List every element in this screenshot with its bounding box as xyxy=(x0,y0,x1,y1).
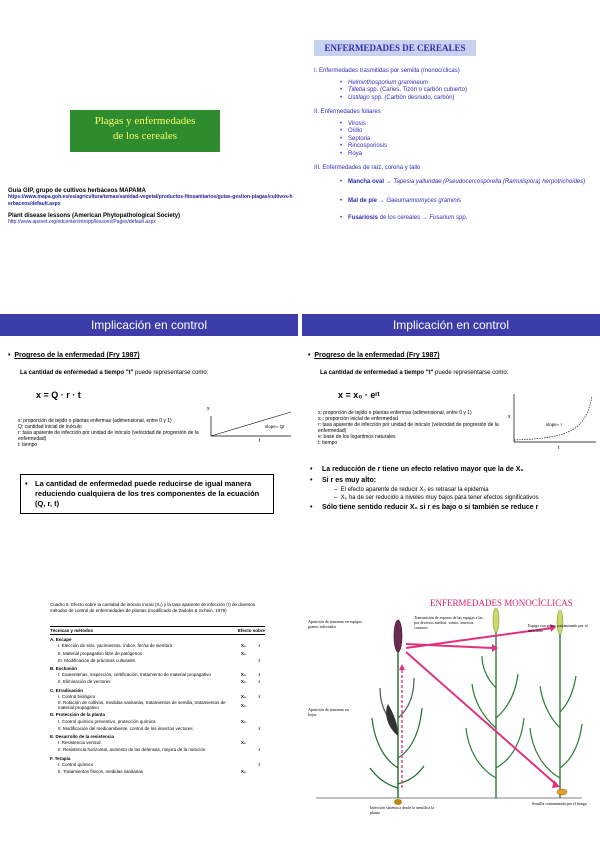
table-row xyxy=(50,686,265,693)
cell-method: I. Elección de sitio, yacimientos, índice, fecha de siembra xyxy=(58,643,173,649)
table-row xyxy=(50,693,265,700)
table-row xyxy=(50,739,265,746)
list-item: • Oídio xyxy=(340,128,594,136)
label-hojas: Aparición de sintomas en hojas xyxy=(308,708,349,717)
cell-r: r xyxy=(258,672,261,678)
definition-item: r: tasa aparente de infección por unidad de inóculo (velocidad de progresión de la enfermedad) xyxy=(318,422,499,434)
slide-header: Implicación en control xyxy=(302,314,600,336)
cell-r xyxy=(254,718,265,725)
label-infeccion-sistemica: Infección sistémica desde la semilla a la planta xyxy=(370,806,435,815)
list-item: • Mancha oval → Tapesia yallundae (Pseudocercosporella (Ramulispora) herpotrichoides) xyxy=(340,179,594,187)
formula: x = x₀ · eʳᵗ xyxy=(338,390,380,400)
table-row xyxy=(50,725,265,732)
sub-point: – El efecto aparente de reducir X₀ es retrasar la epidemia xyxy=(334,487,489,493)
sub-points xyxy=(310,486,595,502)
cell-method: II. Tratamientos físicos, medidas sanitarias xyxy=(58,769,144,775)
section-2-list xyxy=(340,121,594,159)
cell-method: F. Terapia xyxy=(50,755,71,761)
cell-x0 xyxy=(233,657,254,664)
table-row xyxy=(50,768,265,775)
seed-icon xyxy=(394,799,402,805)
seed-icon xyxy=(557,789,567,795)
cell-r xyxy=(254,754,265,761)
slide-title xyxy=(0,20,298,310)
col-header: Técnicas y métodos xyxy=(50,628,94,633)
definition-item: t: tiempo xyxy=(18,442,38,448)
list-item: • Helminthosporium gramineum xyxy=(340,80,594,88)
slide-control-linear xyxy=(0,314,298,556)
cell-method: I. Control químico preventivo, protección química xyxy=(58,718,156,724)
cell-x0 xyxy=(233,710,254,717)
title-box xyxy=(70,110,220,152)
cell-r xyxy=(254,710,265,717)
cell-r: r xyxy=(258,693,261,699)
section-1: I. Enfermedades trasmitidas por semilla (monocíclicas) xyxy=(314,68,460,74)
cell-r xyxy=(254,650,265,657)
ref-1-title: Guía GIP, grupo de cultivos herbáceos MAPAMA xyxy=(8,188,146,194)
section-2: II. Enfermedades foliares xyxy=(314,109,381,115)
title-line-2: de los cereales xyxy=(112,130,178,142)
slide-title: ENFERMEDADES DE CEREALES xyxy=(314,40,476,56)
graph-label: slope= r xyxy=(546,422,563,427)
definition-item: r: tasa aparente de infección por unidad de inóculo (velocidad de progresión de la enfermedad) xyxy=(18,430,199,442)
slide-header: Implicación en control xyxy=(0,314,298,336)
table-row xyxy=(50,732,265,739)
list-item: • Virosis xyxy=(340,121,594,129)
cell-x0: X₀ xyxy=(240,740,246,746)
definition-item: x₀: proporción inicial de enfermedad xyxy=(318,416,398,422)
cell-r: r xyxy=(258,747,261,753)
cell-method: III. Modificación de prácticas culturales xyxy=(58,657,136,663)
cell-x0 xyxy=(233,754,254,761)
cell-method: I. Cuarentenas, inspección, certificación, tratamiento de material propagativo xyxy=(58,672,211,678)
formula: x = Q · r · t xyxy=(36,390,81,400)
cell-method: E. Desarrollo de la resistencia xyxy=(50,734,115,740)
cell-r xyxy=(254,732,265,739)
list-item: • Septoria xyxy=(340,136,594,144)
cell-r xyxy=(254,768,265,775)
linear-graph xyxy=(205,402,295,442)
ref-2-title: Plant disease lessons (American Phytopathological Society) xyxy=(8,213,181,219)
slide-monociclicas xyxy=(302,588,600,844)
table-row xyxy=(50,746,265,753)
ref-1-link[interactable]: https://www.mapa.gob.es/es/agricultura/temas/sanidad-vegetal/productos-fitosanitarios/guias-gestion-plagas/cultivos-herbaceos/default.aspx xyxy=(8,194,293,207)
graph-y-label: x xyxy=(207,406,210,412)
cell-x0 xyxy=(233,732,254,739)
table-row xyxy=(50,710,265,717)
table-row xyxy=(50,671,265,678)
cell-method: A. Escape xyxy=(50,637,72,643)
cell-x0: X₀ xyxy=(240,643,246,649)
label-espigas: Aparición de sintomas en espigas, granos infectados xyxy=(308,620,363,629)
cell-method: II. Material propagativo libre de patógenos xyxy=(58,650,143,656)
cell-x0: X₀ xyxy=(240,693,246,699)
bullet: • Progreso de la enfermedad (Fry 1987) xyxy=(8,352,140,359)
cell-x0: X₀ xyxy=(240,672,246,678)
cell-x0: X₀ xyxy=(240,650,246,656)
summary-text: La cantidad de enfermedad puede reducirse de igual manera reduciendo cualquiera de los tres componentes de la ecuación (Q, r, t) xyxy=(35,479,260,508)
list-item: • Ustilago spp. (Carbón desnudo, carbón) xyxy=(340,95,594,103)
point-item: • Sólo tiene sentido reducir X₀ si r es bajo o si también se reduce r xyxy=(310,502,595,513)
cell-r: r xyxy=(258,761,261,767)
cell-x0 xyxy=(233,664,254,671)
cell-x0 xyxy=(233,746,254,753)
table-row xyxy=(50,635,265,643)
cell-r xyxy=(254,664,265,671)
slide-enfermedades xyxy=(302,20,600,310)
cell-method: II. Resistencia horizontal, aumento de las defensas, mejora de la nutrición xyxy=(58,747,206,753)
table-row xyxy=(50,718,265,725)
cell-method: I. Control biológico xyxy=(58,693,96,699)
cell-method: I. Control químico xyxy=(58,761,94,767)
intro: La cantidad de enfermedad a tiempo "t" puede representarse como: xyxy=(320,370,509,376)
point-item: • La reducción de r tiene un efecto relativo mayor que la de X₀ xyxy=(310,464,595,475)
cell-method: II. Rotación de cultivos, medidas sanitarias, tratamientos de semilla, tratamientos de material propagativo xyxy=(58,700,226,711)
cell-method: D. Protección de la planta xyxy=(50,712,106,718)
graph-x-label: t xyxy=(259,438,261,442)
cell-method: C. Erradicación xyxy=(50,687,84,693)
table-row xyxy=(50,678,265,685)
summary-box: • La cantidad de enfermedad puede reducirse de igual manera reduciendo cualquiera de los tres componentes de la ecuación (Q, r, t) xyxy=(20,474,274,514)
definitions xyxy=(18,418,208,448)
table-row xyxy=(50,657,265,664)
list-item: • Rincosporiosis xyxy=(340,143,594,151)
table-row xyxy=(50,761,265,768)
exponential-graph xyxy=(506,392,598,452)
list-item: • Roya xyxy=(340,151,594,159)
label-transmision: Transmisión de esporas de las espigas a las por diversos medios: viento, insectos, contacto xyxy=(414,616,483,630)
slide-title: ENFERMEDADES MONOCÍCLICAS xyxy=(430,598,573,608)
disease-cycle-diagram xyxy=(302,608,600,844)
col-header: Efecto sobre xyxy=(237,628,265,633)
definition-item: Q: cantidad inicial de inóculo xyxy=(18,424,82,430)
graph-label: slope= Qr xyxy=(265,424,285,429)
bullet: • Progreso de la enfermedad (Fry 1987) xyxy=(308,352,440,359)
graph-x-label: t xyxy=(558,445,560,451)
exponential-curve xyxy=(514,396,592,440)
definitions xyxy=(318,410,508,446)
table-row xyxy=(50,664,265,671)
control-methods-table xyxy=(50,626,265,775)
cell-x0 xyxy=(233,686,254,693)
point-item: • Si r es muy alto: xyxy=(310,475,595,486)
cell-method: II. Modificación del medioambiente, control de los insectos vectores xyxy=(58,725,193,731)
list-item: • Tilletia spp. (Caries, Tizón o carbón cubierto) xyxy=(340,87,594,95)
definition-item: x: proporción de tejido o plantas enfermas (adimensional, entre 0 y 1) xyxy=(18,418,172,424)
label-semilla-contaminada: Semilla contaminada por el hongo xyxy=(532,802,587,806)
table-row xyxy=(50,700,265,710)
table-row xyxy=(50,650,265,657)
cell-r: r xyxy=(258,643,261,649)
list-item: • Mal de pie → Gaeumannomyces graminis xyxy=(340,198,594,206)
cell-x0: X₀ xyxy=(240,718,246,724)
cell-r xyxy=(254,686,265,693)
cell-r xyxy=(254,739,265,746)
slide-control-exponential xyxy=(302,314,600,556)
definition-item: x: proporción de tejido o plantas enfermas (adimensional, entre 0 y 1) xyxy=(318,410,472,416)
section-3-list xyxy=(340,179,594,223)
intro: La cantidad de enfermedad a tiempo "t" puede representarse como: xyxy=(20,370,209,376)
cell-r xyxy=(254,635,265,643)
cell-method: B. Exclusión xyxy=(50,666,78,672)
cell-x0: X₀ xyxy=(240,679,246,685)
cell-x0 xyxy=(233,761,254,768)
title-line-1: Plagas y enfermedades xyxy=(94,115,196,127)
cell-r: r xyxy=(258,725,261,731)
definition-item: t: tiempo xyxy=(318,440,338,446)
label-espiga-contaminada: Espiga con grano contaminado por el infectado xyxy=(528,624,588,633)
list-item: • Fusariosis de los cereales → Fusarium spp. xyxy=(340,215,594,223)
cell-x0: X₀ xyxy=(240,702,246,708)
cell-x0 xyxy=(233,725,254,732)
table-row xyxy=(50,754,265,761)
table-caption: Cuadro 6. Efecto sobre la cantidad de inóculo inicial (X₀) y la tasa aparente de infección (r) de diversos métodos de control de enfermedades de plantas (modificado de Zadoks & Schein, 1979) xyxy=(50,602,255,613)
cell-method: II. Eliminación de vectores xyxy=(58,679,111,685)
transmission-arrows xyxy=(406,628,558,786)
cell-r: r xyxy=(258,679,261,685)
sub-point: – X₀ ha de ser reducido a niveles muy bajos para tener efectos significativos xyxy=(334,495,539,501)
definition-item: e: base de los logaritmos naturales xyxy=(318,434,396,440)
ref-2-link[interactable]: http://www.apsnet.org/edcenter/intropp/lessons/Pages/default.aspx xyxy=(8,219,156,225)
cell-r: r xyxy=(258,657,261,663)
cell-r xyxy=(254,700,265,710)
table-row xyxy=(50,642,265,649)
cell-x0: X₀ xyxy=(240,769,246,775)
section-3: III. Enfermedades de raíz, corona y tallo xyxy=(314,165,421,171)
graph-y-label: x xyxy=(508,414,511,420)
slide-control-table xyxy=(0,588,298,844)
key-points xyxy=(310,464,595,513)
cell-method: I. Resistencia vertical xyxy=(58,740,101,746)
section-1-list xyxy=(340,80,594,103)
cell-x0 xyxy=(233,635,254,643)
